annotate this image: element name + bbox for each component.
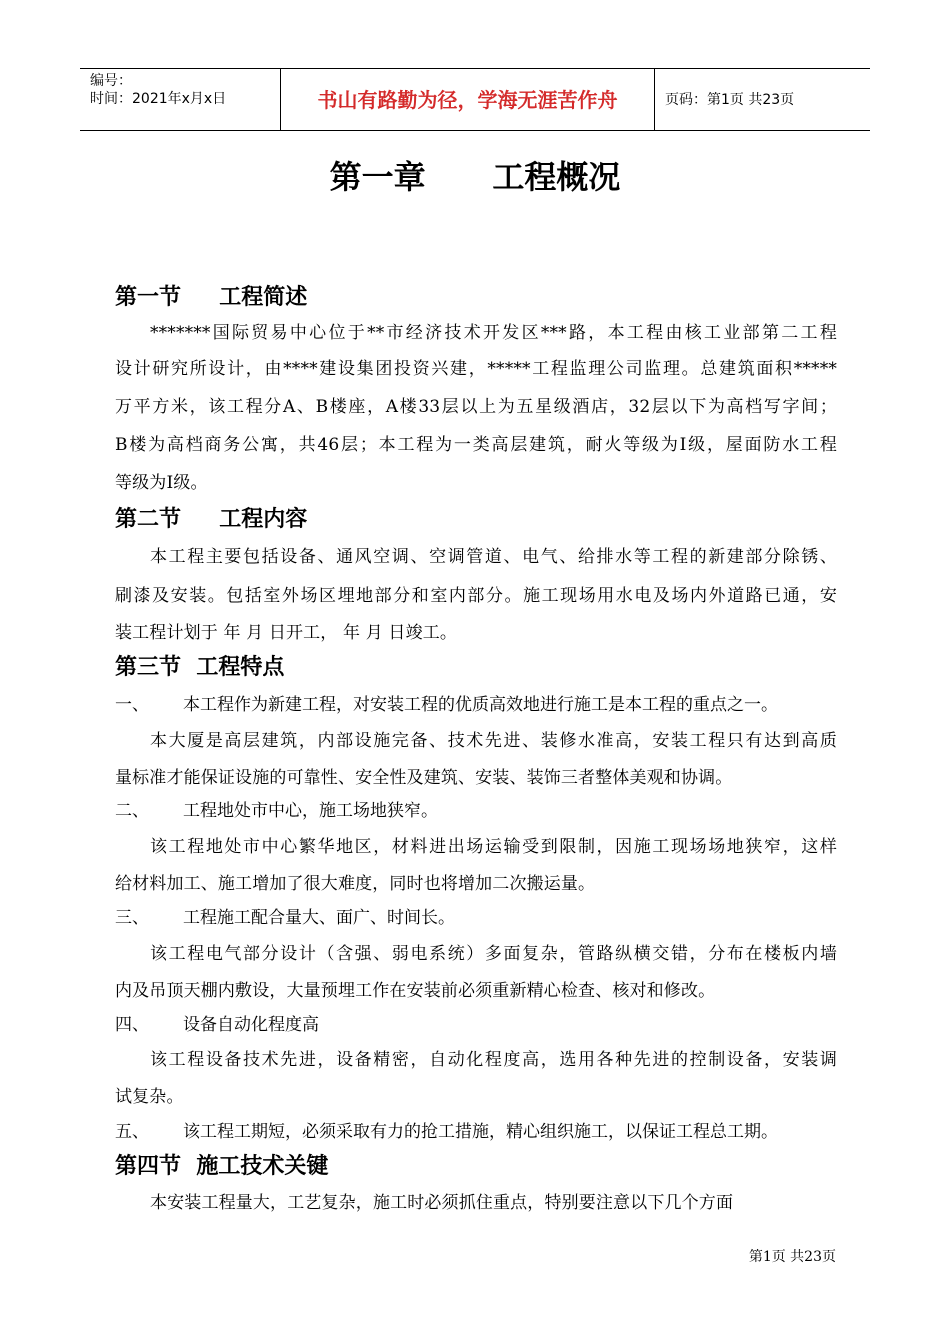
list-item-text: 该工程工期短，必须采取有力的抢工措施，精心组织施工，以保证工程总工期。: [183, 1122, 778, 1142]
list-item-number: 五、: [115, 1122, 149, 1142]
paragraph-line: B楼为高档商务公寓，共46层；本工程为一类高层建筑，耐火等级为I级，屋面防水工程: [115, 435, 837, 455]
list-item-number: 一、: [115, 695, 149, 715]
list-item-text: 设备自动化程度高: [183, 1015, 319, 1035]
paragraph-line: 该工程电气部分设计（含强、弱电系统）多面复杂，管路纵横交错，分布在楼板内墙: [150, 944, 837, 964]
section-title-2: 第二节 工程内容: [115, 507, 308, 532]
doc-number-label: 编号：: [90, 73, 132, 89]
paragraph-line: 内及吊顶天棚内敷设，大量预埋工作在安装前必须重新精心检查、核对和修改。: [115, 981, 716, 1001]
paragraph-line: 等级为I级。: [115, 473, 208, 493]
list-item-text: 工程地处市中心，施工场地狭窄。: [183, 801, 438, 821]
page-header: [80, 68, 870, 131]
section-title-1: 第一节 工程简述: [115, 285, 308, 310]
list-item-text: 工程施工配合量大、面广、时间长。: [183, 908, 455, 928]
header-motto-cell: [281, 69, 655, 130]
section-title-4: 第四节 施工技术关键: [115, 1154, 329, 1179]
paragraph-line: 给材料加工、施工增加了很大难度，同时也将增加二次搬运量。: [115, 874, 596, 894]
paragraph-line: 该工程设备技术先进，设备精密，自动化程度高，选用各种先进的控制设备，安装调: [150, 1050, 837, 1070]
list-item-number: 二、: [115, 801, 149, 821]
page-footer: 第1页 共23页: [748, 1249, 836, 1265]
chapter-title: 第一章 工程概况: [329, 158, 621, 196]
doc-time-label: 时间：2021年x月x日: [90, 91, 227, 107]
paragraph-line: 本工程主要包括设备、通风空调、空调管道、电气、给排水等工程的新建部分除锈、: [150, 547, 837, 567]
paragraph-line: 试复杂。: [115, 1087, 184, 1107]
paragraph-line: 该工程地处市中心繁华地区，材料进出场运输受到限制，因施工现场场地狭窄，这样: [150, 837, 837, 857]
section-title-3: 第三节 工程特点: [115, 655, 285, 680]
paragraph-line: 万平方米，该工程分A、B楼座，A楼33层以上为五星级酒店，32层以下为高档写字间；: [115, 397, 837, 417]
paragraph-line: 设计研究所设计，由****建设集团投资兴建，*****工程监理公司监理。总建筑面积*****: [115, 359, 837, 379]
paragraph-line: 刷漆及安装。包括室外场区埋地部分和室内部分。施工现场用水电及场内外道路已通，安: [115, 586, 837, 606]
header-meta-cell: [80, 69, 281, 130]
paragraph-line: 本大厦是高层建筑，内部设施完备、技术先进、装修水准高，安装工程只有达到高质: [150, 731, 837, 751]
header-page-info: 页码：第1页 共23页: [665, 92, 795, 108]
paragraph-line: *******国际贸易中心位于**市经济技术开发区***路，本工程由核工业部第二工程: [150, 323, 837, 343]
paragraph-line: 量标准才能保证设施的可靠性、安全性及建筑、安装、装饰三者整体美观和协调。: [115, 768, 733, 788]
list-item-text: 本工程作为新建工程，对安装工程的优质高效地进行施工是本工程的重点之一。: [183, 695, 778, 715]
header-motto: 书山有路勤为径，学海无涯苦作舟: [317, 88, 618, 112]
list-item-number: 三、: [115, 908, 149, 928]
paragraph-line: 装工程计划于 年 月 日开工， 年 月 日竣工。: [115, 623, 458, 643]
header-page-cell: [655, 69, 870, 130]
list-item-number: 四、: [115, 1015, 149, 1035]
paragraph-line: 本安装工程量大，工艺复杂，施工时必须抓住重点，特别要注意以下几个方面: [150, 1193, 734, 1213]
